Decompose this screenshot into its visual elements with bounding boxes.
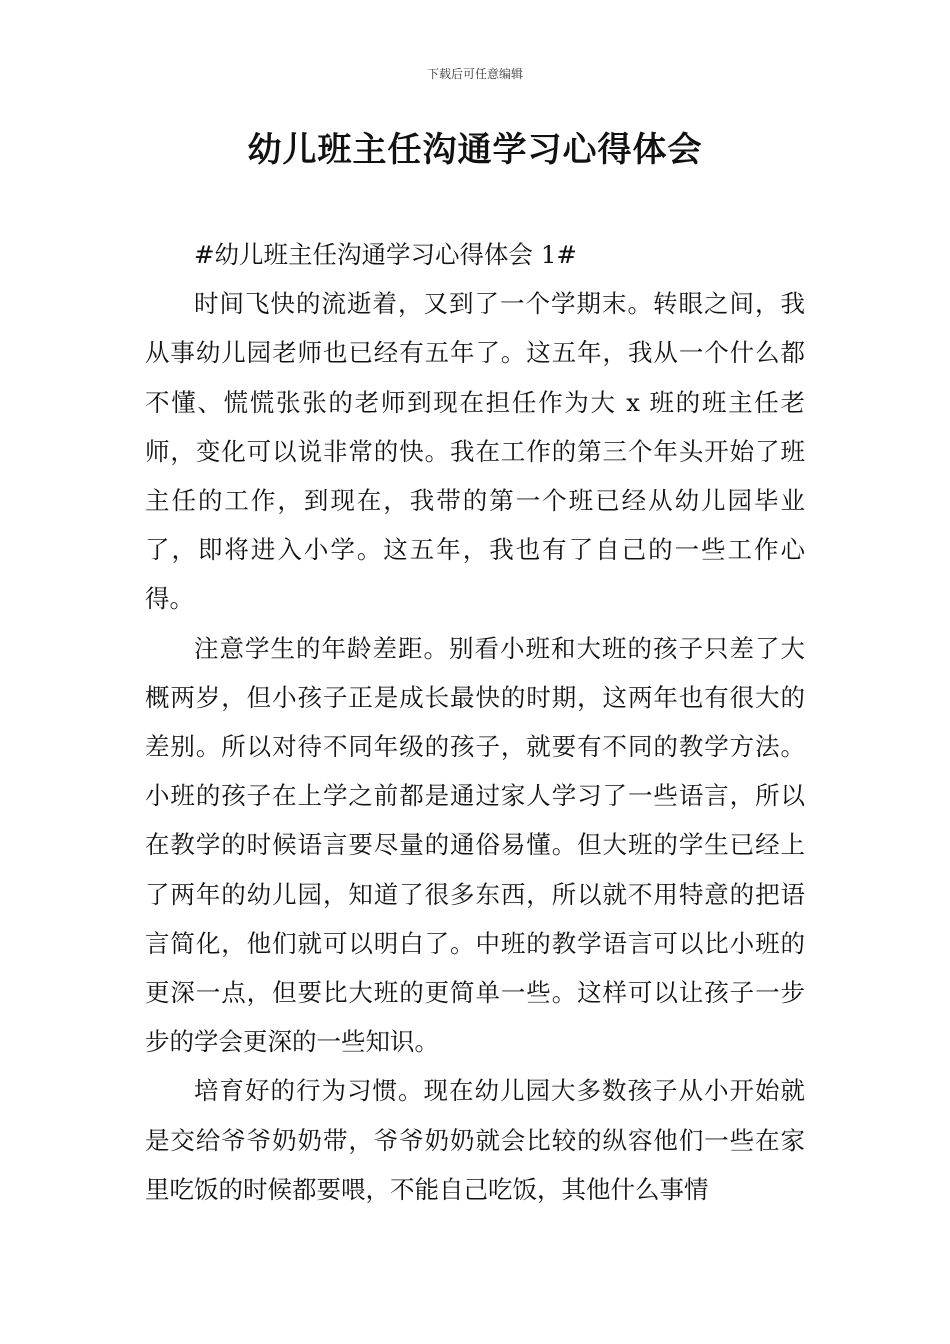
page-header-note: 下载后可任意编辑 — [426, 67, 523, 81]
paragraph-2: 注意学生的年龄差距。别看小班和大班的孩子只差了大概两岁，但小孩子正是成长最快的时期，这两年也有很大的差别。所以对待不同年级的孩子，就要有不同的教学方法。小班的孩子在上学之前都是通过家人学习了一些语言，所以在教学的时候语言要尽量的通俗易懂。但大班的学生已经上了两年的幼儿园，知道了很多东西，所以就不用特意的把语言简化，他们就可以明白了。中班的教学语言可以比小班的更深一点，但要比大班的更简单一些。这样可以让孩子一步步的学会更深的一些知识。 — [145, 633, 805, 1057]
paragraph-3: 培育好的行为习惯。现在幼儿园大多数孩子从小开始就是交给爷爷奶奶带，爷爷奶奶就会比较的纵容他们一些在家里吃饭的时候都要喂，不能自己吃饭，其他什么事情 — [145, 1076, 805, 1204]
document-body — [145, 230, 805, 1214]
paragraph-1: 时间飞快的流逝着，又到了一个学期末。转眼之间，我从事幼儿园老师也已经有五年了。这五年，我从一个什么都不懂、慌慌张张的老师到现在担任作为大 x 班的班主任老师，变化可以说非常的快。我在工作的第三个年头开始了班主任的工作，到现在，我带的第一个班已经从幼儿园毕业了，即将进入小学。这五年，我也有了自己的一些工作心得。 — [145, 289, 805, 614]
section-heading: #幼儿班主任沟通学习心得体会 1# — [194, 240, 577, 269]
document-title: 幼儿班主任沟通学习心得体会 — [247, 130, 703, 170]
